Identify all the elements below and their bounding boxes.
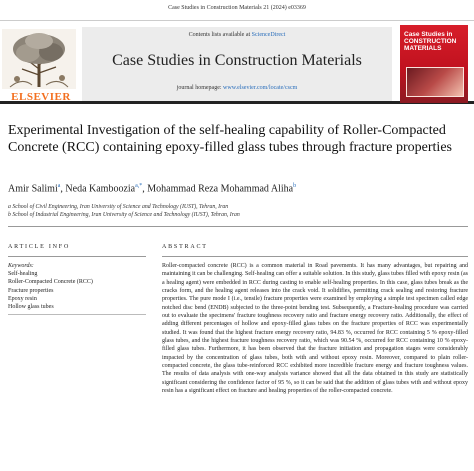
journal-reference: Case Studies in Construction Materials 21 (2024) e03369 — [168, 5, 306, 11]
keyword-item: Fracture properties — [8, 287, 54, 294]
keywords-label: Keywords: — [8, 263, 34, 269]
abstract-rule — [162, 256, 468, 257]
homepage-line — [82, 85, 392, 91]
cover-title: Case Studies in CONSTRUCTION MATERIALS — [404, 31, 457, 52]
journal-info-band — [82, 27, 392, 101]
keyword-item: Hollow glass tubes — [8, 304, 54, 311]
keyword-item: Roller-Compacted Concrete (RCC) — [8, 279, 93, 286]
elsevier-logo — [2, 29, 76, 105]
article-info-rule — [8, 256, 146, 257]
keyword-item: Epoxy resin — [8, 295, 37, 302]
author-name[interactable]: Mohammad Reza Mohammad Aliha — [147, 183, 294, 195]
author-list: Amir Salimi$^a$, Neda Kamboozia$^{a,*}$, Mohammad Reza Mohammad Aliha$^b$ — [8, 183, 297, 195]
abstract-text: Roller-compacted concrete (RCC) is a common material in Road pavements. It has many advantages, but repairing and maintaining it can be challenging. Self-healing can offer a suitable solution. In this study, glass tubes filled with epoxy resin (as a healing agent) were embedded in RCC during casting to enable self-healing properties. In this case, glass tubes break as the cracks form, and the healing agent releases into the crack void. It solidifies, permitting crack sealing and restoring fracture properties. The pure mode I (i.e., tensile) fracture properties were examined by employing a simple test specimen called edge notched disc bend (ENDB) subjected to the three-point bending test. Subsequently, a Fracture-healing procedure was carried out to evaluate the specimens' fracture toughness recovery ratio and fracture energy recovery ratio. Additionally, the effect of adding different percentages of hollow and epoxy-filled glass tubes on the fracture properties of RCC was experimentally studied. It was found that the highest fracture energy recovery ratio, 94.83 %, occurred for RCC containing 5 % epoxy-filled glass tubes, and the highest fracture toughness recovery ratio, which was 90.54 %, occurred for RCC containing 10 % epoxy-filled glass tubes. Furthermore, it has been observed that the fracture initiation and propagation stages were considerably impacted by the concentration of glass tubes, both with and without epoxy resin. Moreover, compared to plain roller-compacted concrete, the glass tube-reinforced RCC exhibited more incredible fracture energy and fracture toughness values. The results of data analysis with one-way analysis variance showed that all the data obtained in this study are statistically significant considering the confidence factor of 95 %, so it can be said that the addition of glass tubes with and without epoxy resin has a significant effect on fracture and healing properties of the roller-compacted concrete. — [162, 263, 468, 395]
affiliations — [8, 203, 468, 219]
publisher-name: ELSEVIER — [11, 91, 71, 103]
contents-line — [82, 32, 392, 38]
homepage-prefix: journal homepage: — [176, 85, 224, 91]
journal-homepage-link[interactable]: www.elsevier.com/locate/cscm — [223, 85, 298, 91]
affiliation-marker[interactable]: a — [57, 183, 61, 189]
author-name[interactable]: Amir Salimi — [8, 183, 58, 195]
cover-image — [406, 67, 464, 97]
contents-prefix: Contents lists available at — [188, 32, 252, 38]
article-title: Experimental Investigation of the self-healing capability of Roller-Compacted Concrete (RCC) containing epoxy-filled glass tubes through fracture properties — [8, 123, 452, 155]
affiliation-item: a School of Civil Engineering, Iran University of Science and Technology (IUST), Tehran, Iran — [8, 204, 229, 210]
affiliation-marker[interactable]: b — [293, 183, 297, 189]
journal-title: Case Studies in Construction Materials — [112, 52, 362, 69]
keywords-block — [8, 262, 146, 311]
journal-cover — [400, 25, 468, 103]
author-name[interactable]: Neda Kamboozia — [65, 183, 136, 195]
affiliation-marker[interactable]: a,* — [135, 183, 143, 189]
keywords-bottom-rule — [8, 314, 146, 315]
section-divider — [8, 226, 468, 227]
keyword-item: Self-healing — [8, 271, 38, 278]
sciencedirect-link[interactable]: ScienceDirect — [251, 32, 286, 38]
abstract-heading: ABSTRACT — [162, 244, 208, 250]
journal-masthead — [0, 20, 474, 104]
affiliation-item: b School of Industrial Engineering, Iran University of Science and Technology (IUST), Tehran, Iran — [8, 212, 240, 218]
article-info-heading: ARTICLE INFO — [8, 244, 71, 250]
elsevier-tree-icon — [2, 29, 76, 89]
